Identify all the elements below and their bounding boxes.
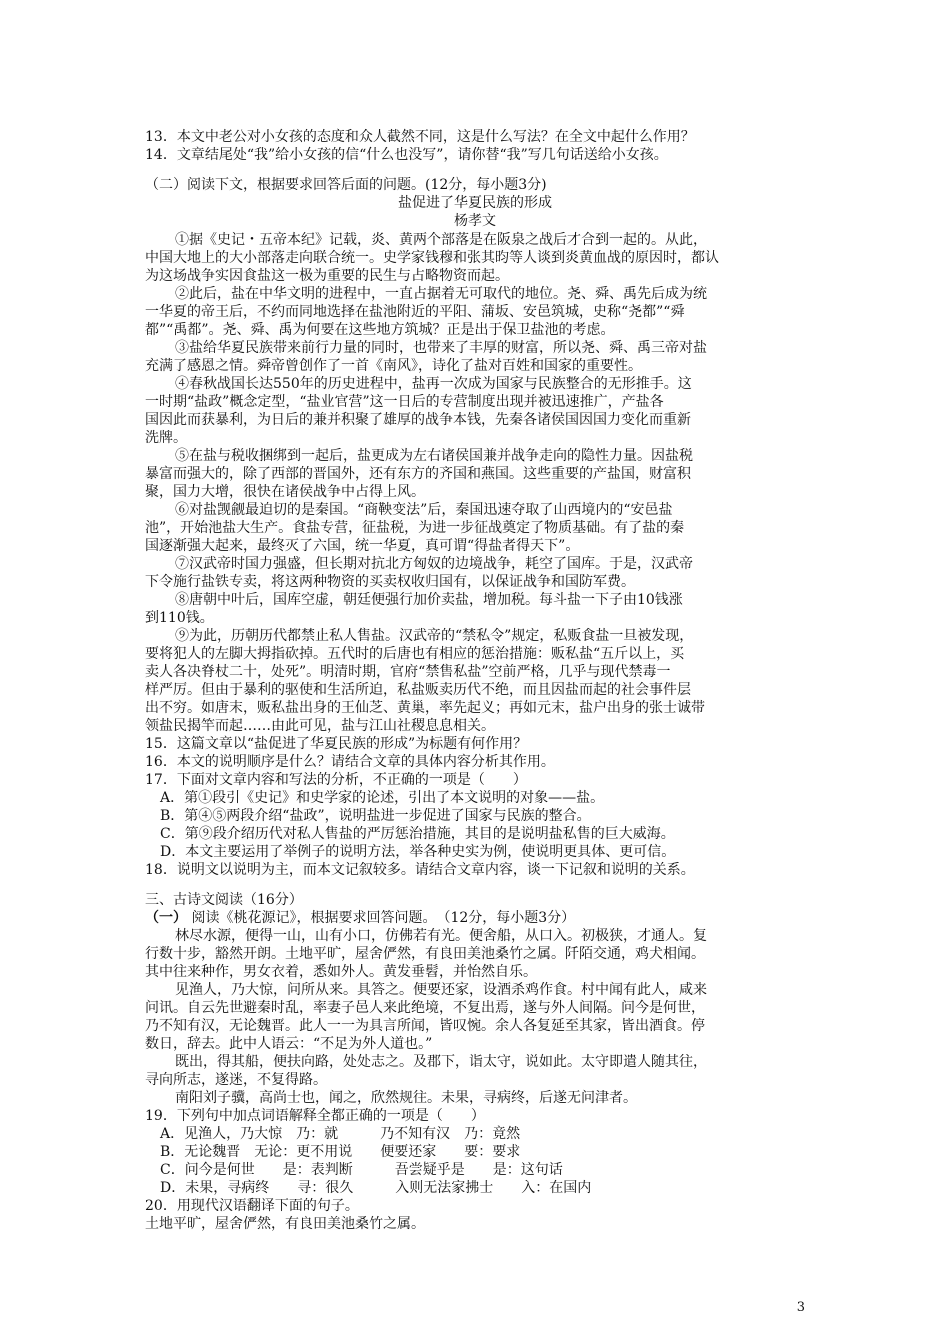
sub-heading-number: （一） <box>145 910 187 927</box>
para-4-line-3: 国因此而获暴利，为日后的兼并积聚了雄厚的战争本钱，先秦各诸侯国因国力变化而重新 <box>145 411 691 428</box>
para-4-line-1: ④春秋战国长达550年的历史进程中，盐再一次成为国家与民族整合的无形推手。这 <box>175 375 692 392</box>
section-3-sub-heading <box>145 909 575 927</box>
section-3-heading: 三、古诗文阅读（16分） <box>145 892 303 909</box>
para-2-line-1: ②此后，盐在中华文明的进程中，一直占据着无可取代的地位。尧、舜、禹先后成为统 <box>175 285 707 302</box>
para-2-line-2: 一华夏的帝王后，不约而同地选择在盐池附近的平阳、蒲坂、安邑筑城，史称“尧都”“舜 <box>145 303 685 320</box>
para-5-line-1: ⑤在盐与税收捆绑到一起后，盐更成为左右诸侯国兼并战争走向的隐性力量。因盐税 <box>175 447 693 464</box>
q20-sentence: 土地平旷，屋舍俨然，有良田美池桑竹之属。 <box>145 1216 425 1233</box>
article-author: 杨孝文 <box>454 212 496 229</box>
question-17: 17．下面对文章内容和写法的分析，不正确的一项是（ ） <box>145 771 527 788</box>
classic-para-4-line-1: 南阳刘子骥，高尚士也，闻之，欣然规往。未果，寻病终，后遂无问津者。 <box>175 1090 637 1107</box>
classic-para-3-line-2: 寻向所志，遂迷，不复得路。 <box>145 1072 327 1089</box>
para-6-line-3: 国逐渐强大起来，最终灭了六国，统一华夏，真可谓“得盐者得天下”。 <box>145 537 580 554</box>
classic-para-2-line-2: 问讯。自云先世避秦时乱，率妻子邑人来此绝境，不复出焉，遂与外人间隔。问今是何世， <box>145 1000 705 1017</box>
para-9-line-2: 要将犯人的左脚大拇指砍掉。五代时的后唐也有相应的惩治措施：贩私盐“五斤以上，买 <box>145 645 685 662</box>
para-7-line-2: 下令施行盐铁专卖，将这两种物资的买卖权收归国有，以保证战争和国防军费。 <box>145 573 635 590</box>
para-1-line-1: ①据《史记・五帝本纪》记载，炎、黄两个部落是在阪泉之战后才合到一起的。从此， <box>175 231 707 248</box>
para-5-line-3: 聚，国力大增，很快在诸侯战争中占得上风。 <box>145 483 425 500</box>
para-8-line-1: ⑧唐朝中叶后，国库空虚，朝廷便强行加价卖盐，增加税。每斗盐一下子由10钱涨 <box>175 591 683 608</box>
para-5-line-2: 暴富而强大的，除了西部的晋国外，还有东方的齐国和燕国。这些重要的产盐国，财富积 <box>145 465 691 482</box>
classic-para-2-line-4: 数日，辞去。此中人语云：“不足为外人道也。” <box>145 1036 433 1053</box>
para-1-line-2: 中国大地上的大小部落走向联合统一。史学家钱穆和张其昀等人谈到炎黄血战的原因时，都认 <box>145 249 719 266</box>
q19-option-a: A．见渔人，乃大惊 乃：就 乃不知有汉 乃：竟然 <box>160 1126 521 1143</box>
page-number: 3 <box>796 1300 805 1315</box>
question-15: 15．这篇文章以“盐促进了华夏民族的形成”为标题有何作用？ <box>145 735 528 752</box>
para-4-line-2: 一时期“盐政”概念定型，“盐业官营”这一日后的专营制度出现并被迅速推广，产盐各 <box>145 393 664 410</box>
classic-para-1-line-2: 行数十步，豁然开朗。土地平旷，屋舍俨然，有良田美池桑竹之属。阡陌交通，鸡犬相闻。 <box>145 946 705 963</box>
para-3-line-2: 充满了感恩之情。舜帝曾创作了一首《南风》，诗化了盐对百姓和国家的重要性。 <box>145 357 642 374</box>
para-3-line-1: ③盐给华夏民族带来前行力量的同时，也带来了丰厚的财富，所以尧、舜、禹三帝对盐 <box>175 339 707 356</box>
q17-option-c: C．第⑨段介绍历代对私人售盐的严厉惩治措施，其目的是说明盐私售的巨大威海。 <box>160 825 675 842</box>
question-20: 20．用现代汉语翻译下面的句子。 <box>145 1198 359 1215</box>
question-18: 18．说明文以说明为主，而本文记叙较多。请结合文章内容，谈一下记叙和说明的关系。 <box>145 861 695 878</box>
question-16: 16．本文的说明顺序是什么？请结合文章的具体内容分析其作用。 <box>145 753 555 770</box>
para-4-line-4: 洗牌。 <box>145 429 187 446</box>
para-1-line-3: 为这场战争实因食盐这一极为重要的民生与占略物资而起。 <box>145 267 509 284</box>
question-19: 19．下列句中加点词语解释全都正确的一项是（ ） <box>145 1108 485 1125</box>
para-9-line-1: ⑨为此，历朝历代都禁止私人售盐。汉武帝的“禁私令”规定，私贩食盐一旦被发现， <box>175 627 694 644</box>
para-9-line-4: 样严厉。但由于暴利的驱使和生活所迫，私盐贩卖历代不绝，而且因盐而起的社会事件层 <box>145 681 691 698</box>
q19-option-c: C．问今是何世 是：表判断 吾尝疑乎是 是：这句话 <box>160 1162 563 1179</box>
classic-para-1-line-3: 其中往来种作，男女衣着，悉如外人。黄发垂髫，并怡然自乐。 <box>145 964 537 981</box>
q17-option-a: A．第①段引《史记》和史学家的论述，引出了本文说明的对象——盐。 <box>160 789 605 806</box>
classic-para-1-line-1: 林尽水源，便得一山，山有小口，仿佛若有光。便舍船，从口入。初极狭，才通人。复 <box>175 928 707 945</box>
question-13: 13．本文中老公对小女孩的态度和众人截然不同，这是什么写法？在全文中起什么作用？ <box>145 129 695 145</box>
question-14: 14．文章结尾处“我”给小女孩的信“什么也没写”，请你替“我”写几句话送给小女孩。 <box>145 147 668 163</box>
q17-option-d: D．本文主要运用了举例子的说明方法，举各种史实为例，使说明更具体、更可信。 <box>160 843 676 860</box>
q19-option-b: B．无论魏晋 无论：更不用说 便要还家 要：要求 <box>160 1144 521 1161</box>
para-9-line-3: 卖人各决脊杖二十，处死”。明清时期，官府“禁售私盐”空前严格，几乎与现代禁毒一 <box>145 663 671 680</box>
para-2-line-3: 都”“禹都”。尧、舜、禹为何要在这些地方筑城？正是出于保卫盐池的考虑。 <box>145 321 615 338</box>
classic-para-2-line-1: 见渔人，乃大惊，问所从来。具答之。便要还家，设酒杀鸡作食。村中闻有此人，咸来 <box>175 982 707 999</box>
article-title: 盐促进了华夏民族的形成 <box>398 194 552 211</box>
q17-option-b: B．第④⑤两段介绍“盐政”，说明盐进一步促进了国家与民族的整合。 <box>160 807 591 824</box>
section-2-heading: （二）阅读下文，根据要求回答后面的问题。(12分，每小题3分) <box>145 176 547 193</box>
para-8-line-2: 到110钱。 <box>145 609 214 626</box>
classic-para-3-line-1: 既出，得其船，便扶向路，处处志之。及郡下，诣太守，说如此。太守即遣人随其往， <box>175 1054 707 1071</box>
q19-option-d: D．未果，寻病终 寻：很久 入则无法家拂士 入：在国内 <box>160 1180 592 1197</box>
para-6-line-2: 池”，开始池盐大生产。食盐专营，征盐税，为进一步征战奠定了物质基础。有了盐的秦 <box>145 519 685 536</box>
para-9-line-5: 出不穷。如唐末，贩私盐出身的王仙芝、黄巢，率先起义；再如元末，盐户出身的张士诚带 <box>145 699 705 716</box>
sub-heading-text: 阅读《桃花源记》，根据要求回答问题。 （12分，每小题3分） <box>187 910 576 927</box>
classic-para-2-line-3: 乃不知有汉，无论魏晋。此人一一为具言所闻，皆叹惋。余人各复延至其家，皆出酒食。停 <box>145 1018 705 1035</box>
para-9-line-6: 领盐民揭竿而起……由此可见，盐与江山社稷息息相关。 <box>145 717 495 734</box>
para-7-line-1: ⑦汉武帝时国力强盛，但长期对抗北方匈奴的边境战争，耗空了国库。于是，汉武帝 <box>175 555 693 572</box>
para-6-line-1: ⑥对盐觊觎最迫切的是秦国。“商鞅变法”后，秦国迅速夺取了山西境内的“安邑盐 <box>175 501 673 518</box>
